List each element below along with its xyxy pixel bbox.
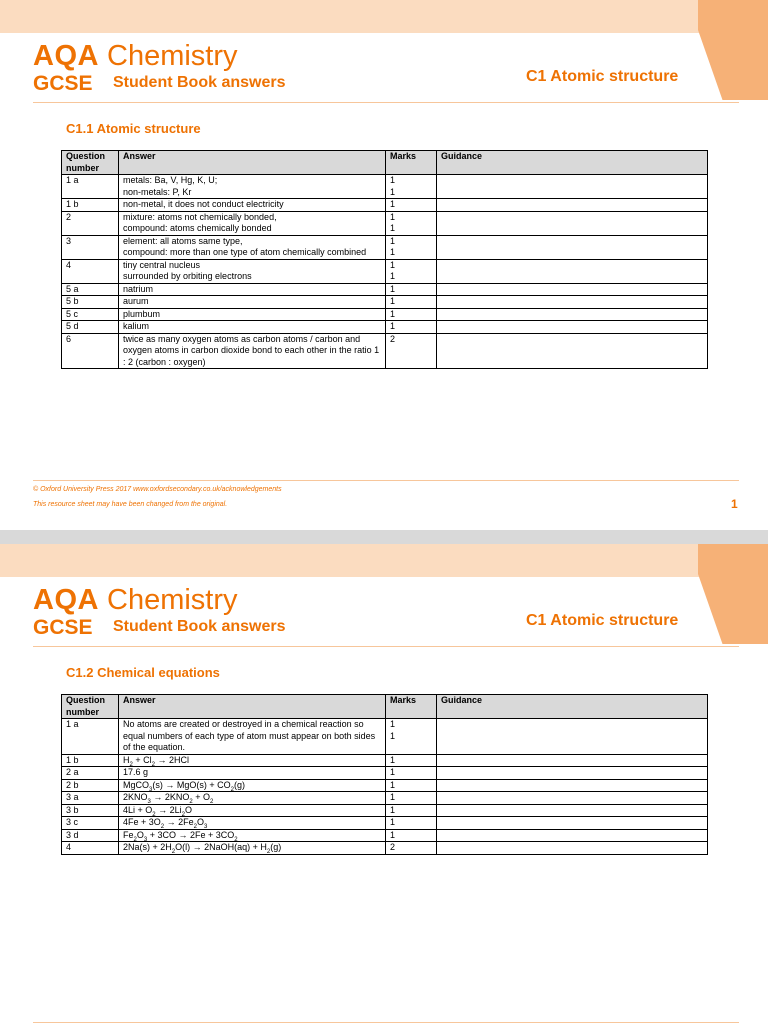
table-row (62, 308, 708, 321)
table-row (62, 719, 708, 755)
answer-cell: twice as many oxygen atoms as carbon atoms / carbon and oxygen atoms in carbon dioxide bond to each other in the ratio 1 : 2 (carbon : oxygen) (119, 333, 386, 369)
marks-cell: 2 (386, 333, 437, 369)
table-row (62, 235, 708, 259)
footer-copyright: © Oxford University Press 2017 www.oxfordsecondary.co.uk/acknowledgements (33, 486, 282, 493)
answer-cell: metals: Ba, V, Hg, K, U; non-metals: P, Kr (119, 175, 386, 199)
marks-cell: 1 1 (386, 259, 437, 283)
marks-cell: 1 (386, 817, 437, 830)
table-row (62, 792, 708, 805)
answer-cell: $2KNO_3 \to 2KNO_2 + O_2$ (119, 792, 386, 805)
table-row (62, 199, 708, 212)
question-number-cell: 4 (62, 259, 119, 283)
section-title: C1.1 Atomic structure (66, 121, 201, 136)
header-divider (33, 102, 739, 103)
header-divider (33, 646, 739, 647)
header-question: Question number (62, 151, 119, 175)
marks-cell: 1 (386, 779, 437, 792)
table-header-row (62, 151, 708, 175)
marks-cell: 2 (386, 842, 437, 855)
table-row (62, 829, 708, 842)
marks-cell: 1 (386, 283, 437, 296)
marks-cell: 1 (386, 308, 437, 321)
marks-cell: 1 (386, 804, 437, 817)
answer-cell: non-metal, it does not conduct electricity (119, 199, 386, 212)
guidance-cell (437, 842, 708, 855)
header-corner-decoration (698, 544, 768, 644)
gcse-label: GCSE (33, 72, 93, 95)
answers-table (61, 694, 708, 855)
question-number-cell: 1 a (62, 719, 119, 755)
guidance-cell (437, 767, 708, 780)
answer-cell: element: all atoms same type, compound: more than one type of atom chemically combined (119, 235, 386, 259)
question-number-cell: 5 a (62, 283, 119, 296)
header-band (0, 544, 768, 577)
marks-cell: 1 (386, 754, 437, 767)
section-title: C1.2 Chemical equations (66, 665, 220, 680)
chapter-title: C1 Atomic structure (526, 612, 679, 629)
marks-cell: 1 1 (386, 719, 437, 755)
answer-cell: aurum (119, 296, 386, 309)
guidance-cell (437, 333, 708, 369)
page-number: 1 (731, 497, 738, 511)
guidance-cell (437, 259, 708, 283)
answer-cell: plumbum (119, 308, 386, 321)
table-row (62, 767, 708, 780)
marks-cell: 1 1 (386, 175, 437, 199)
header-answer: Answer (119, 695, 386, 719)
question-number-cell: 1 b (62, 754, 119, 767)
guidance-cell (437, 321, 708, 334)
chapter-title: C1 Atomic structure (526, 68, 679, 85)
answer-cell: tiny central nucleus surrounded by orbiting electrons (119, 259, 386, 283)
answer-cell: 17.6 g (119, 767, 386, 780)
answer-cell: $4Li + O_2 \to 2Li_2O$ (119, 804, 386, 817)
marks-cell: 1 1 (386, 211, 437, 235)
marks-cell: 1 (386, 199, 437, 212)
answer-cell: $2Na(s) + 2H_2O(l)$ → 2NaOH(aq) + $H_2(g)$ (119, 842, 386, 855)
guidance-cell (437, 308, 708, 321)
guidance-cell (437, 779, 708, 792)
guidance-cell (437, 817, 708, 830)
table-row (62, 259, 708, 283)
table-row (62, 296, 708, 309)
book-title: Student Book answers (113, 618, 286, 635)
marks-cell: 1 1 (386, 235, 437, 259)
marks-cell: 1 (386, 767, 437, 780)
marks-cell: 1 (386, 321, 437, 334)
table-row (62, 779, 708, 792)
marks-cell: 1 (386, 296, 437, 309)
header-answer: Answer (119, 151, 386, 175)
guidance-cell (437, 211, 708, 235)
answer-cell: No atoms are created or destroyed in a chemical reaction so equal numbers of each type of atom must appear on both sides of the equation. (119, 719, 386, 755)
guidance-cell (437, 296, 708, 309)
footer-divider (33, 1022, 739, 1023)
table-row (62, 321, 708, 334)
guidance-cell (437, 792, 708, 805)
question-number-cell: 3 a (62, 792, 119, 805)
table-row (62, 211, 708, 235)
aqa-logo: AQA (33, 584, 99, 616)
header-guidance: Guidance (437, 151, 708, 175)
guidance-cell (437, 719, 708, 755)
table-row (62, 754, 708, 767)
guidance-cell (437, 199, 708, 212)
table-row (62, 283, 708, 296)
gcse-label: GCSE (33, 616, 93, 639)
question-number-cell: 4 (62, 842, 119, 855)
question-number-cell: 5 c (62, 308, 119, 321)
question-number-cell: 2 a (62, 767, 119, 780)
answer-cell: kalium (119, 321, 386, 334)
table-row (62, 842, 708, 855)
answers-table (61, 150, 708, 369)
header-band (0, 0, 768, 33)
page-gap (0, 530, 768, 544)
footer-note: This resource sheet may have been changed from the original. (33, 501, 228, 508)
subject-title: Chemistry (107, 584, 238, 616)
question-number-cell: 5 d (62, 321, 119, 334)
guidance-cell (437, 754, 708, 767)
question-number-cell: 3 d (62, 829, 119, 842)
table-row (62, 175, 708, 199)
guidance-cell (437, 804, 708, 817)
header-guidance: Guidance (437, 695, 708, 719)
question-number-cell: 3 b (62, 804, 119, 817)
footer-divider (33, 480, 739, 481)
marks-cell: 1 (386, 792, 437, 805)
question-number-cell: 2 b (62, 779, 119, 792)
guidance-cell (437, 235, 708, 259)
aqa-logo: AQA (33, 40, 99, 72)
guidance-cell (437, 829, 708, 842)
guidance-cell (437, 175, 708, 199)
table-row (62, 817, 708, 830)
subject-title: Chemistry (107, 40, 238, 72)
guidance-cell (437, 283, 708, 296)
question-number-cell: 3 c (62, 817, 119, 830)
header-marks: Marks (386, 695, 437, 719)
table-row (62, 804, 708, 817)
question-number-cell: 3 (62, 235, 119, 259)
answer-cell: MgCO$_3$(s) → $MgO(s) + CO_2(g)$ (119, 779, 386, 792)
marks-cell: 1 (386, 829, 437, 842)
table-row (62, 333, 708, 369)
question-number-cell: 1 b (62, 199, 119, 212)
question-number-cell: 5 b (62, 296, 119, 309)
answer-cell: $H_2 + Cl_2 \to 2HCl$ (119, 754, 386, 767)
answer-cell: $4Fe + 3O_2 \to 2Fe_2O_3$ (119, 817, 386, 830)
answer-cell: $Fe_2O_3 + 3CO \to 2Fe + 3CO_2$ (119, 829, 386, 842)
question-number-cell: 2 (62, 211, 119, 235)
book-title: Student Book answers (113, 74, 286, 91)
answer-cell: mixture: atoms not chemically bonded, compound: atoms chemically bonded (119, 211, 386, 235)
header-marks: Marks (386, 151, 437, 175)
document-page-2 (0, 544, 768, 1024)
answer-cell: natrium (119, 283, 386, 296)
question-number-cell: 1 a (62, 175, 119, 199)
header-question: Question number (62, 695, 119, 719)
header-corner-decoration (698, 0, 768, 100)
question-number-cell: 6 (62, 333, 119, 369)
table-header-row (62, 695, 708, 719)
